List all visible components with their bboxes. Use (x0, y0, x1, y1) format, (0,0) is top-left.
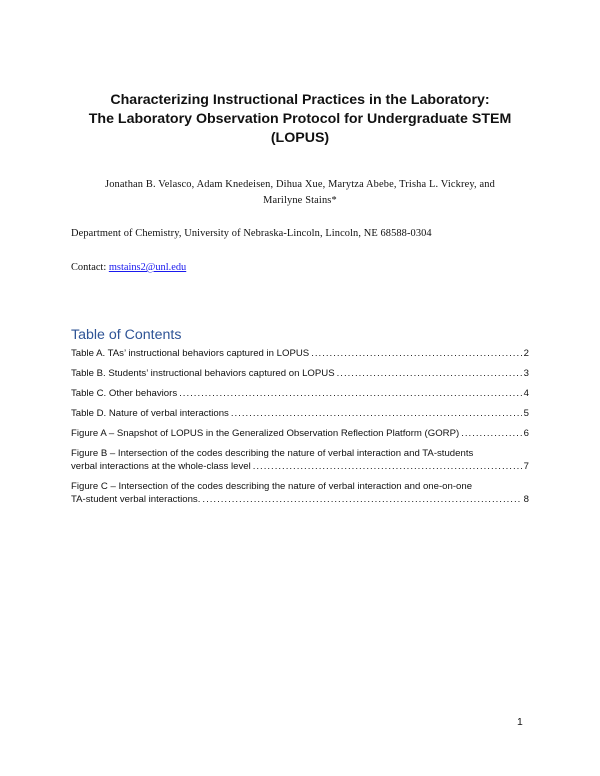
toc-entry-text: Table B. Students’ instructional behaviors captured on LOPUS (71, 368, 335, 379)
page-number: 1 (517, 717, 523, 728)
toc-page-number: 3 (523, 368, 529, 379)
toc-leader (461, 427, 521, 440)
authors-line-1: Jonathan B. Velasco, Adam Knedeisen, Dihua Xue, Marytza Abebe, Trisha L. Vickrey, and (105, 179, 495, 190)
toc-page-number: 8 (523, 494, 529, 505)
toc-page-number: 7 (523, 461, 529, 472)
toc-entry-table-b[interactable] (71, 367, 529, 380)
toc-leader (253, 460, 522, 473)
table-of-contents (71, 347, 529, 513)
authors-line-2: Marilyne Stains* (263, 195, 337, 206)
toc-entry-table-d[interactable] (71, 407, 529, 420)
toc-page-number: 4 (523, 388, 529, 399)
toc-leader (231, 407, 522, 420)
toc-leader (179, 387, 522, 400)
toc-leader (311, 347, 521, 360)
toc-entry-text-line-1: Figure C – Intersection of the codes describing the nature of verbal interaction and one-on-one (71, 481, 473, 492)
toc-entry-text: TA-student verbal interactions. (71, 494, 201, 505)
document-title (0, 91, 600, 148)
title-line-2: The Laboratory Observation Protocol for Undergraduate STEM (88, 111, 512, 127)
toc-entry-text: Table C. Other behaviors (71, 388, 178, 399)
title-line-3: (LOPUS) (270, 130, 330, 146)
contact-line (71, 261, 186, 275)
toc-page-number: 2 (523, 348, 529, 359)
toc-entry-figure-b[interactable] (71, 447, 529, 473)
toc-page-number: 6 (523, 428, 529, 439)
toc-entry-text: Figure A – Snapshot of LOPUS in the Generalized Observation Reflection Platform (GORP) (71, 428, 460, 439)
affiliation: Department of Chemistry, University of Nebraska-Lincoln, Lincoln, NE 68588-0304 (71, 228, 432, 239)
toc-entry-text: Table D. Nature of verbal interactions (71, 408, 229, 419)
toc-entry-figure-c[interactable] (71, 480, 529, 506)
toc-entry-text-line-1: Figure B – Intersection of the codes describing the nature of verbal interaction and TA-students (71, 448, 474, 459)
toc-entry-table-a[interactable] (71, 347, 529, 360)
author-list (60, 177, 540, 209)
contact-email-link[interactable]: mstains2@unl.edu (108, 262, 187, 273)
toc-leader (202, 493, 521, 506)
toc-heading: Table of Contents (71, 327, 182, 343)
toc-entry-figure-a[interactable] (71, 427, 529, 440)
title-line-1: Characterizing Instructional Practices in the Laboratory: (110, 92, 490, 108)
toc-entry-text: Table A. TAs’ instructional behaviors captured in LOPUS (71, 348, 310, 359)
contact-label: Contact: (71, 262, 107, 273)
toc-entry-text: verbal interactions at the whole-class level (71, 461, 251, 472)
toc-page-number: 5 (523, 408, 529, 419)
toc-leader (337, 367, 522, 380)
toc-entry-table-c[interactable] (71, 387, 529, 400)
